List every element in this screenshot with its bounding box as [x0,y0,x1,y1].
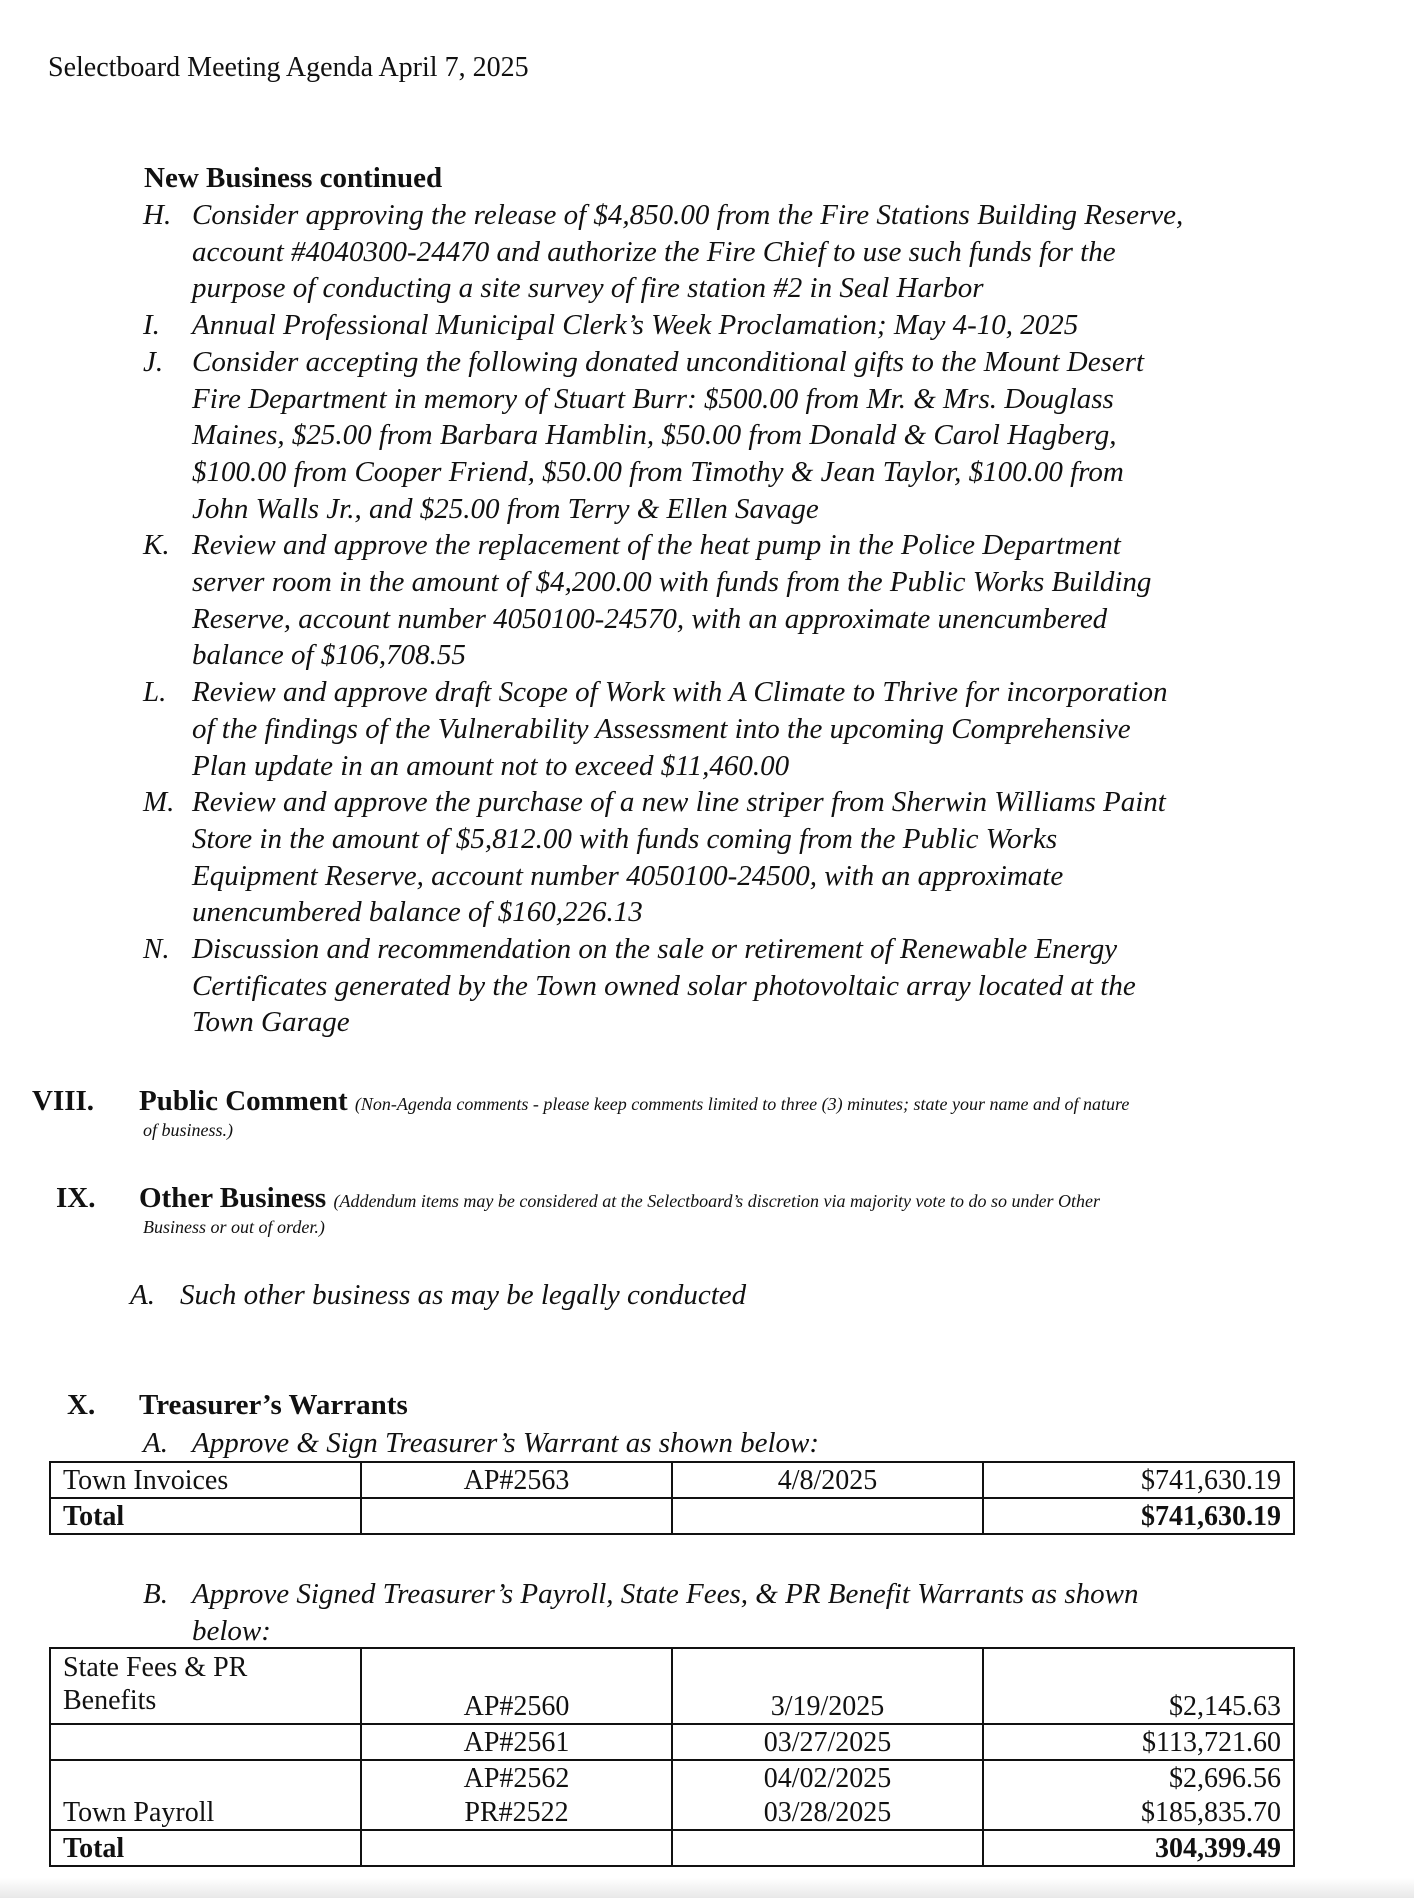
public-comment-title: Public Comment [139,1085,348,1117]
item-text-line: Discussion and recommendation on the sale or retirement of Renewable Energy [192,933,1118,965]
item-letter: K. [143,529,170,562]
new-business-item [143,674,1373,784]
other-business-title: Other Business [139,1182,327,1214]
table-cell-total-label: Total [50,1830,361,1866]
table-cell-total-amount: $741,630.19 [983,1498,1294,1534]
item-text-line: Maines, $25.00 from Barbara Hamblin, $50.00 from Donald & Carol Hagberg, [192,419,1117,452]
table-cell-total-amount: 304,399.49 [983,1830,1294,1866]
table-cell-amount: $741,630.19 [983,1462,1294,1498]
table-cell-empty [361,1498,672,1534]
item-text-line: Review and approve the replacement of the heat pump in the Police Department [192,529,1121,562]
item-text [192,307,1322,344]
item-letter: I. [143,309,160,342]
item-text [192,527,1322,674]
table-cell-ap: AP#2562 [361,1760,672,1795]
table-cell-date: 03/27/2025 [672,1724,983,1760]
item-text-line: Annual Professional Municipal Clerk’s Week Proclamation; May 4-10, 2025 [192,309,1079,342]
table-row [50,1724,1294,1760]
table-total-row [50,1498,1294,1534]
item-text: Approve & Sign Treasurer’s Warrant as shown below: [192,1427,820,1459]
section-numeral-x: X. [67,1389,96,1421]
item-text-line: $100.00 from Cooper Friend, $50.00 from Timothy & Jean Taylor, $100.00 from [192,455,1124,488]
page-bottom-edge [0,1878,1414,1898]
new-business-item [143,784,1373,931]
table-cell-label: Town Payroll [50,1795,361,1830]
item-text-line: Consider accepting the following donated unconditional gifts to the Mount Desert [192,345,1145,378]
item-text-line: Review and approve the purchase of a new line striper from Sherwin Williams Paint [192,786,1166,819]
item-letter: A. [130,1279,155,1311]
table-row [50,1760,1294,1795]
item-text-line: Plan update in an amount not to exceed $11,460.00 [192,749,790,782]
table-cell-label [50,1648,361,1724]
new-business-item [143,344,1373,528]
public-comment-heading [139,1083,1129,1122]
item-letter: M. [143,786,175,819]
item-text-line: server room in the amount of $4,200.00 with funds from the Public Works Building [192,566,1152,598]
treasurer-item-a [143,1425,1343,1465]
treasurer-item-b [143,1576,1363,1656]
warrant-table-b [49,1647,1295,1867]
item-text-line: Certificates generated by the Town owned solar photovoltaic array located at the [192,969,1136,1002]
public-comment-note-cont: of business.) [143,1120,233,1140]
item-text-line: Fire Department in memory of Stuart Burr: $500.00 from Mr. & Mrs. Douglass [192,382,1114,415]
item-letter: L. [143,676,167,709]
item-text-line: account #4040300-24470 and authorize the Fire Chief to use such funds for the [192,235,1116,268]
item-text-line: Reserve, account number 4050100-24570, with an approximate unencumbered [192,602,1108,635]
item-text-line: unencumbered balance of $160,226.13 [192,896,643,929]
table-row [50,1795,1294,1830]
item-text-line: purpose of conducting a site survey of fire station #2 in Seal Harbor [192,272,984,305]
item-text-line: balance of $106,708.55 [192,639,466,672]
item-text-line: Store in the amount of $5,812.00 with funds coming from the Public Works [192,822,1058,855]
label-line: State Fees & PR [63,1652,248,1683]
item-text-line: Review and approve draft Scope of Work with A Climate to Thrive for incorporation [192,676,1168,709]
item-letter: A. [143,1427,168,1459]
table-cell-ap: AP#2561 [361,1724,672,1760]
label-line: Benefits [63,1685,157,1716]
table-cell-empty [672,1830,983,1866]
warrant-table-a [49,1461,1295,1535]
table-cell-label: Town Invoices [50,1462,361,1498]
table-row [50,1462,1294,1498]
table-cell-ap: AP#2560 [361,1648,672,1724]
item-text-line: Town Garage [192,1006,350,1039]
table-cell-empty [672,1498,983,1534]
table-cell-amount: $113,721.60 [983,1724,1294,1760]
item-text [192,931,1322,1041]
item-text [192,784,1322,931]
item-text-line: Equipment Reserve, account number 4050100-24500, with an approximate [192,859,1064,892]
table-cell-amount: $2,696.56 [983,1760,1294,1795]
table-cell-empty [361,1830,672,1866]
new-business-item [143,307,1373,344]
item-text-line: below: [192,1614,271,1647]
table-cell-date: 03/28/2025 [672,1795,983,1830]
table-row [50,1648,1294,1724]
section-numeral-viii: VIII. [32,1085,95,1117]
other-business-note-cont: Business or out of order.) [143,1217,325,1237]
other-business-item-a [130,1277,1330,1317]
new-business-item [143,197,1373,307]
item-text [192,344,1322,528]
item-letter: J. [143,345,164,378]
page-header: Selectboard Meeting Agenda April 7, 2025 [48,52,529,83]
new-business-heading: New Business continued [144,162,443,194]
table-cell-total-label: Total [50,1498,361,1534]
table-cell-ap: PR#2522 [361,1795,672,1830]
table-total-row [50,1830,1294,1866]
item-text: Such other business as may be legally conducted [180,1279,747,1311]
new-business-item [143,931,1373,1041]
treasurer-heading: Treasurer’s Warrants [139,1389,408,1421]
item-letter: N. [143,933,170,965]
item-text [192,674,1322,784]
table-cell-amount: $2,145.63 [983,1648,1294,1724]
item-text-line: Consider approving the release of $4,850.00 from the Fire Stations Building Reserve, [192,199,1184,231]
item-text-line: John Walls Jr., and $25.00 from Terry & Ellen Savage [192,492,819,525]
table-cell-label [50,1724,361,1760]
public-comment-note: (Non-Agenda comments - please keep comments limited to three (3) minutes; state your name and of nature [354,1094,1130,1114]
other-business-heading [139,1180,1100,1219]
item-text-line: of the findings of the Vulnerability Assessment into the upcoming Comprehensive [192,712,1131,745]
table-cell-date: 04/02/2025 [672,1760,983,1795]
table-cell-date: 3/19/2025 [672,1648,983,1724]
section-numeral-ix: IX. [56,1182,96,1214]
item-letter: H. [143,199,172,231]
item-text-line: Approve Signed Treasurer’s Payroll, State Fees, & PR Benefit Warrants as shown [192,1578,1139,1610]
table-cell-date: 4/8/2025 [672,1462,983,1498]
new-business-item [143,527,1373,674]
item-letter: B. [143,1578,168,1610]
item-text [192,1576,1362,1649]
other-business-note: (Addendum items may be considered at the Selectboard’s discretion via majority vote to do so under Other [333,1191,1100,1211]
item-text [192,197,1322,307]
table-cell-amount: $185,835.70 [983,1795,1294,1830]
table-cell-ap: AP#2563 [361,1462,672,1498]
table-cell-label [50,1760,361,1795]
